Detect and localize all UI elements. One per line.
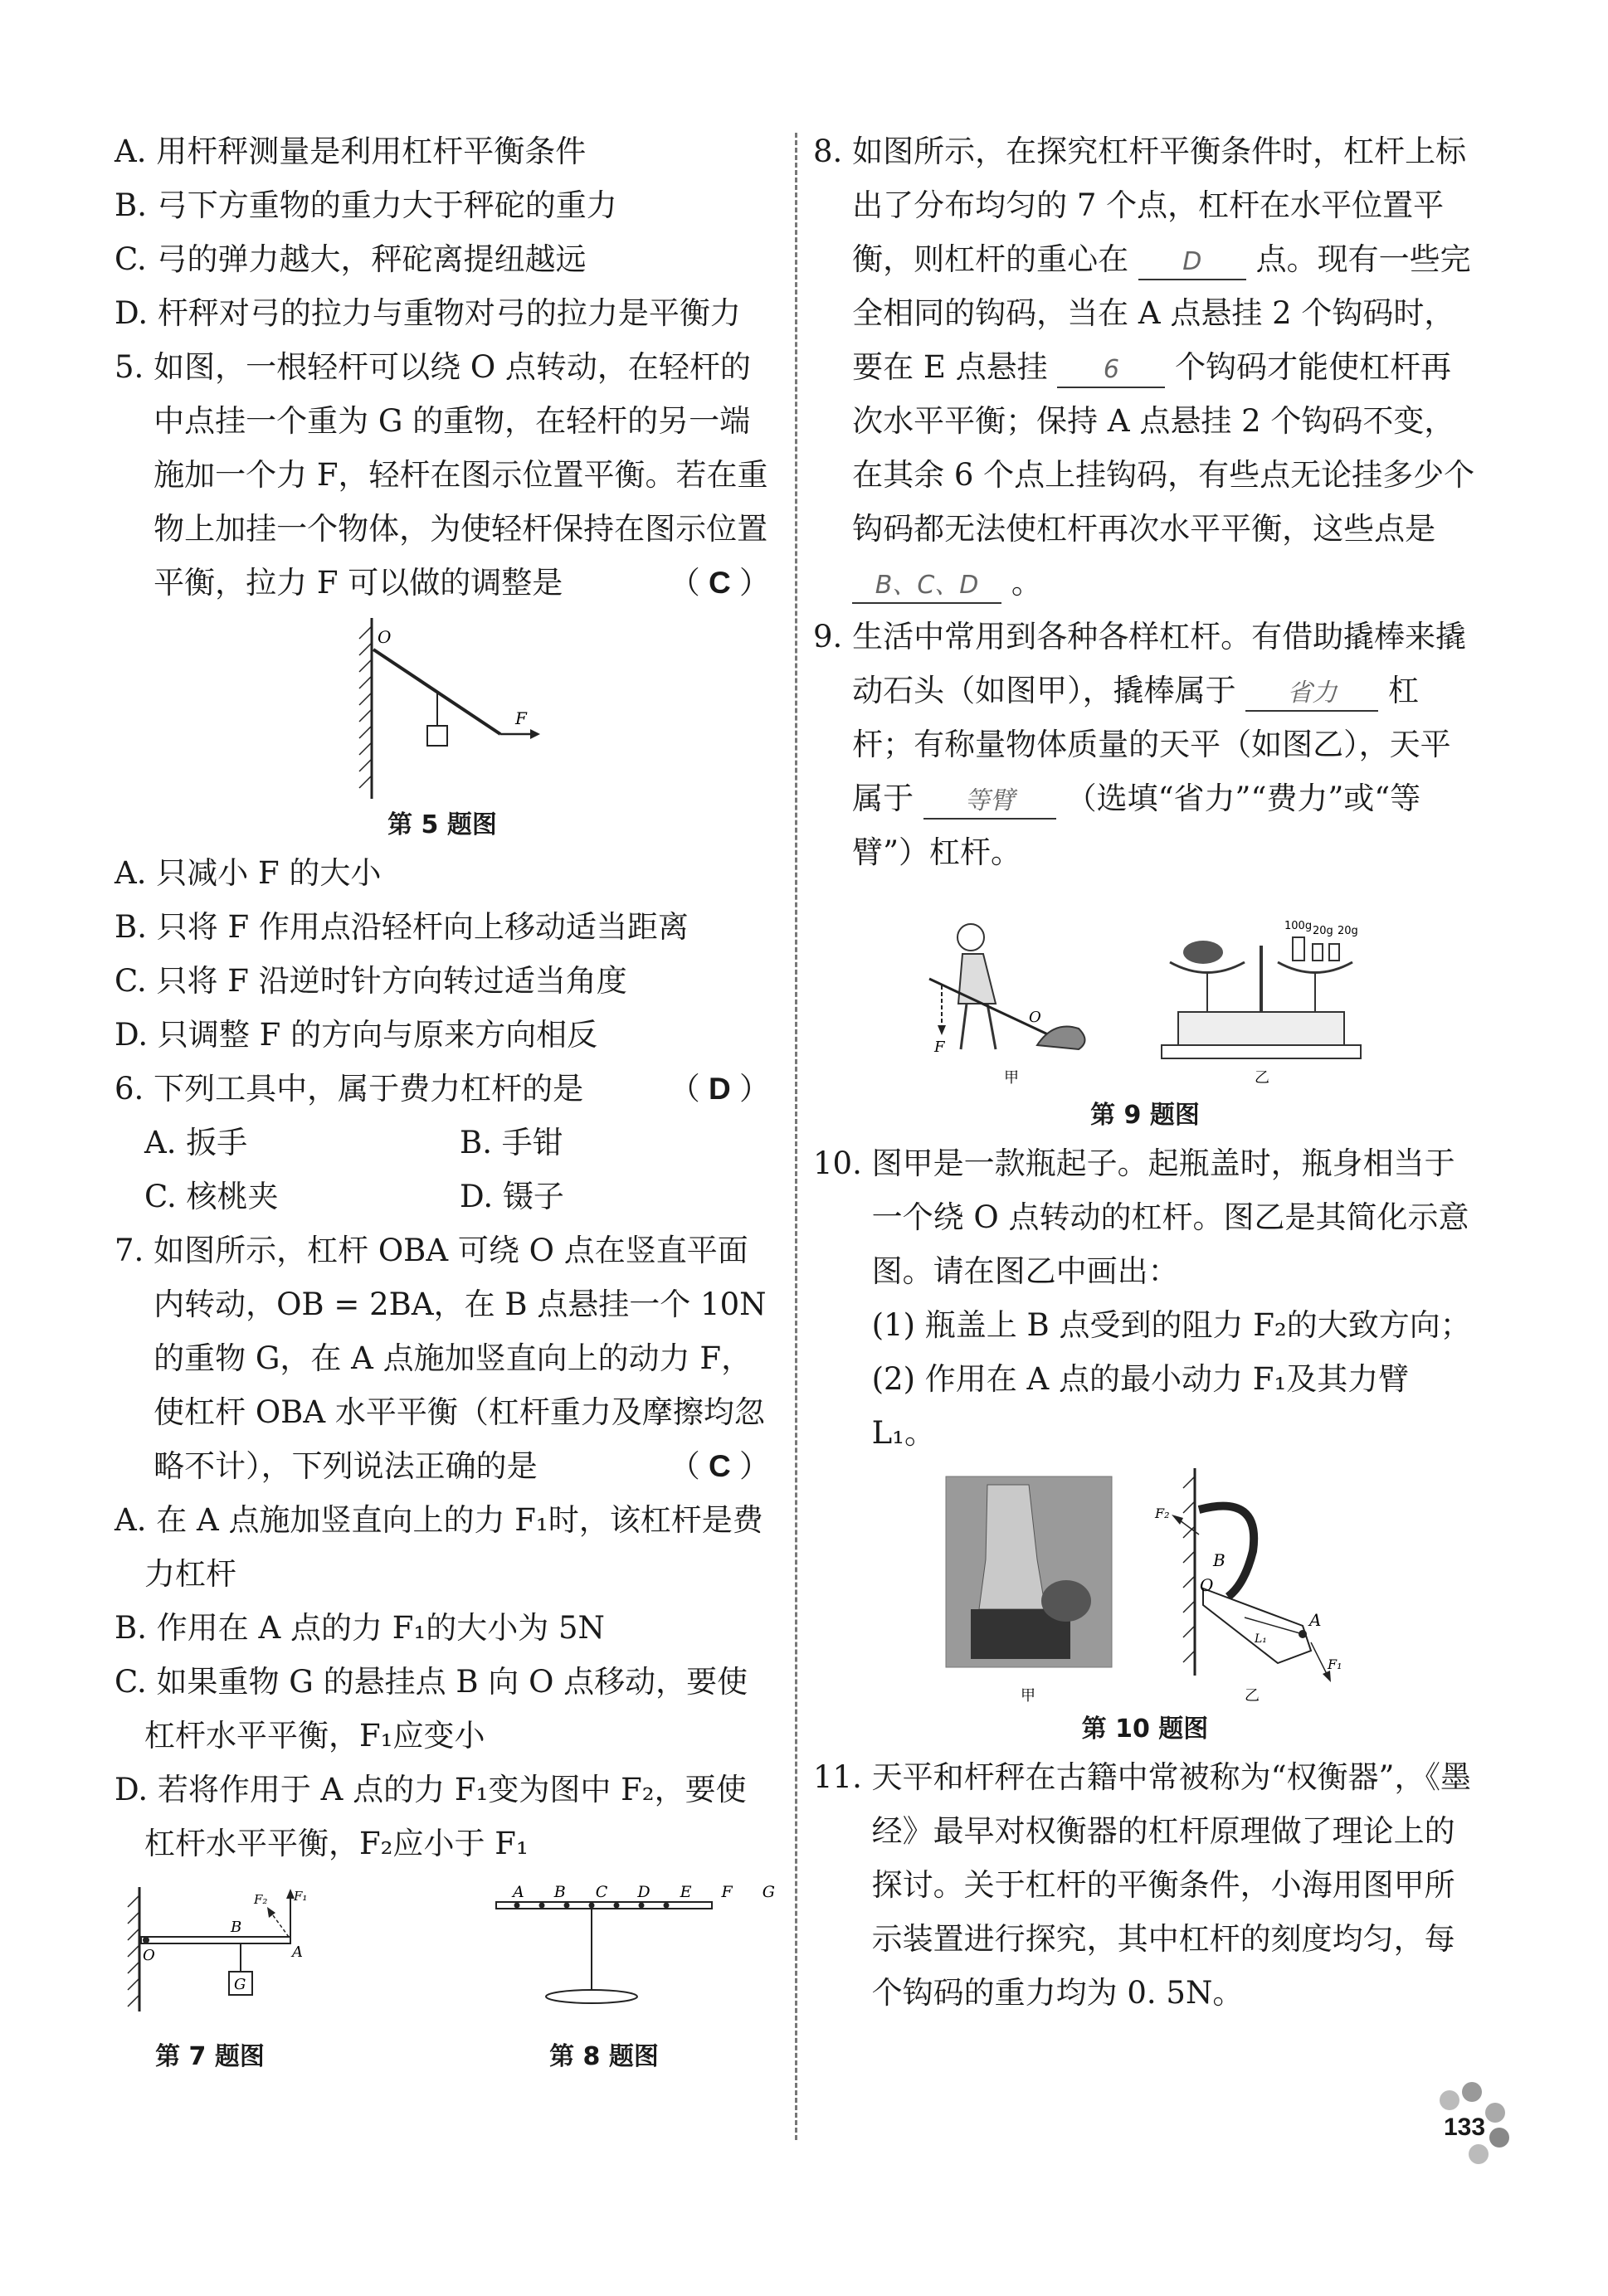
q8-figure-wrap [480,1879,787,2078]
q10-caption: 第 10 题图 [1081,1715,1209,1744]
decor-dot [1469,2144,1489,2164]
q5-figure [334,610,550,805]
q7-option-a: A. 在 A 点施加竖直向上的力 F₁时，该杠杆是费力杠杆 [115,1502,763,1592]
q7-q8-figures [115,1879,787,2078]
page-number: 133 [1444,2114,1486,2141]
q6-option-d: D. 镊子 [460,1179,564,1214]
q10-number: 10. [813,1146,872,1181]
q10-fig-label-b: B [1213,1550,1225,1570]
q6-option-a: A. 扳手 [144,1125,248,1160]
q5-answer: （ C ） [669,565,770,601]
q7-number: 7. [115,1233,154,1268]
q8-answer-2: 6 [1057,353,1165,388]
q9-answer-1: 省力 [1245,677,1378,712]
q11-number: 11. [813,1759,872,1795]
q10-fig-label-a: A [1309,1610,1322,1630]
q7-fig-label-g: G [234,1976,246,1993]
q8-number: 8. [813,134,853,169]
decor-dot [1440,2090,1459,2110]
decor-dot [1462,2082,1482,2102]
question-9 [813,610,1477,1136]
q9-fig-label-f: F [934,1039,945,1056]
q9-fig-label-jia: 甲 [1004,1069,1019,1087]
q9-fig-label-100g: 100g [1284,920,1313,932]
q7-caption: 第 7 题图 [155,2042,265,2071]
q7-answer: （ C ） [669,1448,770,1484]
q5-option-c: C. 只将 F 沿逆时针方向转过适当角度 [115,963,627,999]
question-7 [115,1223,787,2078]
q6-option-b: B. 手钳 [460,1125,563,1160]
q5-fig-label-o: O [378,627,392,647]
q10-fig-label-f1: F₁ [1328,1656,1342,1672]
q9-text-2: 杠杆；有称量物体质量的天平（如图乙），天平属于 [852,673,1451,816]
q7-fig-label-a: A [292,1943,303,1961]
q9-fig-label-20g-a: 20g [1313,925,1333,937]
question-11 [813,1750,1477,2020]
q10-sub-2: (2) 作用在 A 点的最小动力 F₁及其力臂 L₁。 [871,1361,1410,1451]
q10-text: 图甲是一款瓶起子。起瓶盖时，瓶身相当于一个绕 O 点转动的杠杆。图乙是其简化示意图。请在图乙中画出： [871,1146,1469,1289]
right-column [813,124,1477,2020]
q9-answer-2: 等臂 [923,785,1056,820]
q9-fig-label-o: O [1029,1009,1041,1026]
q10-sub-1: (1) 瓶盖上 B 点受到的阻力 F₂的大致方向； [871,1307,1471,1343]
q7-option-b: B. 作用在 A 点的力 F₁的大小为 5N [115,1610,605,1646]
q8-fig-points: A B C D E F G [513,1883,787,1901]
q7-option-d: D. 若将作用于 A 点的力 F₁变为图中 F₂，要使杠杆水平平衡，F₂应小于 F₁ [115,1772,747,1861]
q9-caption: 第 9 题图 [1090,1101,1200,1130]
q7-text: 如图所示，杠杆 OBA 可绕 O 点在竖直平面内转动，OB = 2BA，在 B 点悬挂一个 10N 的重物 G，在 A 点施加竖直向上的动力 F，使杠杆 OBA 水平平衡（杠杆重力及摩擦均忽略不计），下列说法正确的是 [153,1233,767,1484]
q5-option-a: A. 只减小 F 的大小 [115,855,382,891]
q5-option-b: B. 只将 F 作用点沿轻杆向上移动适当距离 [115,909,689,945]
q6-options [115,1116,770,1223]
q5-option-d: D. 只调整 F 的方向与原来方向相反 [115,1017,598,1053]
question-5 [115,340,770,1062]
decor-dot [1485,2103,1505,2123]
column-divider [795,133,797,2140]
q10-fig-label-f2: F₂ [1155,1506,1170,1521]
q6-option-c: C. 核桃夹 [144,1179,279,1214]
q10-figure [913,1460,1377,1709]
q7-fig-label-o: O [143,1947,155,1964]
q8-figure [480,1879,787,2020]
q8-text-2: 点。现有一些完全相同的钩码，当在 A 点悬挂 2 个钩码时，要在 E 点悬挂 [852,241,1471,385]
q7-fig-label-f1: F₁ [294,1889,308,1904]
q8-text-1: 如图所示，在探究杠杆平衡条件时，杠杆上标出了分布均匀的 7 个点，杠杆在水平位置平衡，则杠杆的重心在 [852,134,1467,277]
q6-number: 6. [115,1071,154,1107]
q9-number: 9. [813,619,853,654]
q6-answer: （ D ） [669,1071,770,1107]
question-8 [813,124,1477,610]
q9-fig-label-yi: 乙 [1255,1069,1269,1087]
q7-figure-wrap [115,1879,308,2078]
q10-fig-jia [946,1476,1112,1705]
q4-option-c: C. 弓的弹力越大，秤砣离提纽越远 [115,241,587,277]
q9-figure [913,879,1377,1095]
q4-options [115,124,770,340]
q5-text: 如图，一根轻杆可以绕 O 点转动，在轻杆的中点挂一个重为 G 的重物，在轻杆的另一端施加一个力 F，轻杆在图示位置平衡。若在重物上加挂一个物体，为使轻杆保持在图示位置平衡，拉力 F 可以做的调整是 [153,349,768,601]
q5-number: 5. [115,349,154,385]
q5-caption: 第 5 题图 [387,810,497,839]
q8-caption: 第 8 题图 [549,2042,659,2071]
q9-fig-yi [1162,920,1361,1087]
q8-answer-1: D [1138,246,1246,280]
q11-text: 天平和杆秤在古籍中常被称为“权衡器”，《墨经》最早对权衡器的杠杆原理做了理论上的探讨。关于杠杆的平衡条件，小海用图甲所示装置进行探究，其中杠杆的刻度均匀，每个钩码的重力均为 0. 5N。 [871,1759,1471,2011]
question-6 [115,1062,770,1223]
q4-option-b: B. 弓下方重物的重力大于秤砣的重力 [115,187,617,223]
q7-option-c: C. 如果重物 G 的悬挂点 B 向 O 点移动，要使杠杆水平平衡，F₁应变小 [115,1664,748,1754]
q9-fig-label-20g-b: 20g [1338,925,1358,937]
q5-fig-label-f: F [515,708,527,728]
q10-fig-label-yi: 乙 [1245,1687,1260,1705]
q10-fig-label-jia: 甲 [1021,1687,1035,1705]
decor-dot [1489,2128,1509,2148]
q10-fig-label-o: O [1200,1575,1214,1595]
q9-fig-jia [929,924,1085,1087]
q8-text-4: 。 [1011,565,1042,601]
q8-answer-3: B、C、D [852,569,1001,604]
left-column [115,124,787,2078]
q6-text: 下列工具中，属于费力杠杆的是 [153,1071,584,1107]
q4-option-d: D. 杆秤对弓的拉力与重物对弓的拉力是平衡力 [115,295,741,331]
q4-option-a: A. 用杆秤测量是利用杠杆平衡条件 [115,134,587,169]
q10-fig-label-l1: L₁ [1255,1632,1267,1646]
question-10 [813,1136,1477,1750]
q7-fig-label-f2: F₂ [254,1892,268,1907]
q9-text-1: 生活中常用到各种各样杠杆。有借助撬棒来撬动石头（如图甲），撬棒属于 [852,619,1467,708]
q7-figure [115,1879,308,2020]
q10-fig-yi [1154,1468,1342,1705]
q9-text-3: （选填“省力”“费力”或“等臂”）杠杆。 [852,781,1421,870]
q7-fig-label-b: B [231,1919,242,1936]
q8-text-3: 个钩码才能使杠杆再次水平平衡；保持 A 点悬挂 2 个钩码不变，在其余 6 个点上挂钩码，有些点无论挂多少个钩码都无法使杠杆再次水平平衡，这些点是 [852,349,1475,547]
